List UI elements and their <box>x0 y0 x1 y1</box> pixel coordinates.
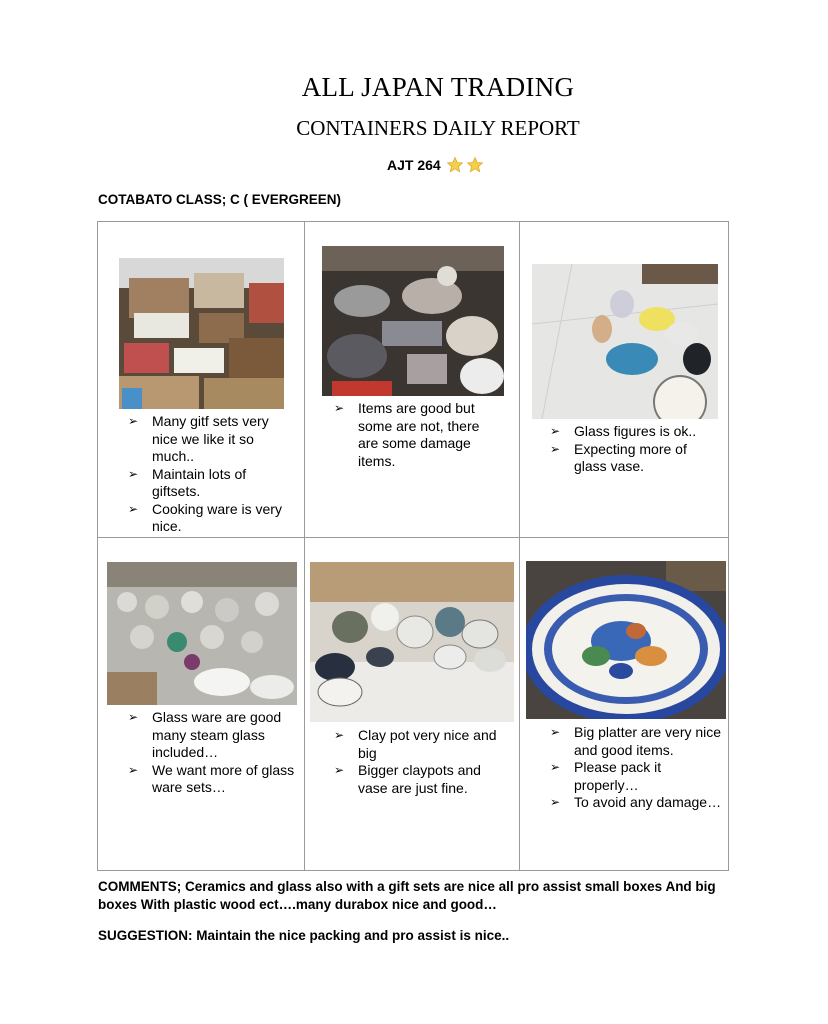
note-item: ➢ Glass figures is ok.. <box>550 423 720 441</box>
claypots-notes <box>334 727 509 797</box>
grid-divider <box>304 222 305 870</box>
platter-photo <box>526 561 726 719</box>
glassware-photo <box>107 562 297 705</box>
note-item: ➢ Cooking ware is very nice. <box>128 501 296 536</box>
giftsets-notes <box>128 413 296 536</box>
note-item: ➢ Big platter are very nice and good items. <box>550 724 725 759</box>
note-item: ➢ Glass ware are good many steam glass included… <box>128 709 298 762</box>
giftsets-photo <box>119 258 284 409</box>
note-item: ➢ Items are good but some are not, there are some damage items. <box>334 400 499 470</box>
star-icon <box>446 156 464 174</box>
glass-figures-photo <box>532 264 718 419</box>
note-item: ➢ Bigger claypots and vase are just fine. <box>334 762 509 797</box>
mixed-items-photo <box>322 246 504 396</box>
grid-divider <box>519 222 520 870</box>
comments-text: COMMENTS; Ceramics and glass also with a gift sets are nice all pro assist small boxes And big boxes With plastic wood ect….many durabox nice and good… <box>98 879 716 912</box>
grid-divider <box>98 537 728 538</box>
location-heading: COTABATO CLASS; C ( EVERGREEN) <box>98 192 342 207</box>
report-grid <box>97 221 729 871</box>
report-subtitle: CONTAINERS DAILY REPORT <box>296 116 580 140</box>
note-item: ➢ To avoid any damage… <box>550 794 725 812</box>
glass-figures-notes <box>550 423 720 476</box>
mixed-items-notes <box>334 400 499 470</box>
glassware-notes <box>128 709 298 797</box>
report-company-title: ALL JAPAN TRADING <box>301 72 575 102</box>
note-item: ➢ We want more of glass ware sets… <box>128 762 298 797</box>
note-item: ➢ Please pack it properly… <box>550 759 725 794</box>
note-item: ➢ Maintain lots of giftsets. <box>128 466 296 501</box>
platter-notes <box>550 724 725 812</box>
container-code <box>387 156 484 174</box>
container-code-label: AJT 264 <box>387 157 441 173</box>
suggestion-text: SUGGESTION: Maintain the nice packing and pro assist is nice.. <box>98 928 510 943</box>
note-item: ➢ Many gitf sets very nice we like it so much.. <box>128 413 296 466</box>
star-icon <box>466 156 484 174</box>
note-item: ➢ Expecting more of glass vase. <box>550 441 720 476</box>
claypots-photo <box>310 562 514 722</box>
note-item: ➢ Clay pot very nice and big <box>334 727 509 762</box>
